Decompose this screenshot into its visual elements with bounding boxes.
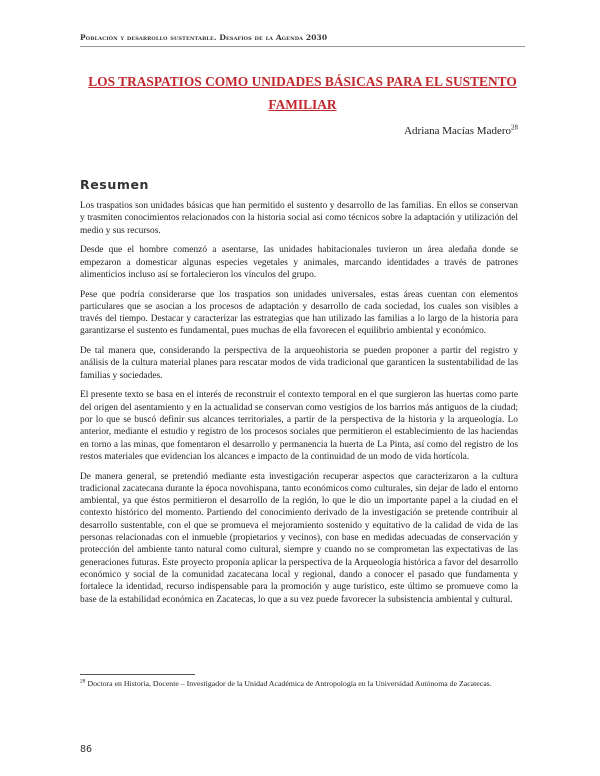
title-line-1: LOS TRASPATIOS COMO UNIDADES BÁSICAS PARA EL SUSTENTO — [88, 74, 517, 89]
article-title — [80, 70, 525, 116]
running-head: Población y desarrollo sustentable. Desafíos de la Agenda 2030 — [80, 33, 525, 47]
paragraph: De manera general, se pretendió mediante esta investigación recuperar aspectos que caracterizaron a la cultura tradicional zacatecana durante la época novohispana, tanto económicos como culturales, sin dejar de lado el entorno ambiental, ya que éstos permitieron el desarrollo de la región, lo que le dio un importante papel a la ciudad en el contexto histórico del momento. Partiendo del conocimiento derivado de la investigación se pretende contribuir al desarrollo sustentable, con el que se promueva el mejoramiento sostenido y equitativo de la calidad de vida de las personas relacionadas con el inmueble (propietarios y vecinos), con base en medidas adecuadas de conservación y protección del ambiente tanto natural como cultural, siempre y cuando no se comprometan las expectativas de las generaciones futuras. Este proyecto proponía aplicar la perspectiva de la Arqueología histórica a favor del desarrollo económico y social de la comunidad zacatecana local y regional, dando a conocer el pasado que fundamenta y fortalece la identidad, recurso indispensable para la promoción y auge turístico, este último se promueve como la base de la estabilidad económica en Zacatecas, lo que a su vez puede favorecer la subsistencia ambiental y cultural. — [80, 471, 518, 605]
footnote-text: Doctora en Historia, Docente – Investigador de la Unidad Académica de Antropología en la Universidad Autónoma de Zacatecas. — [87, 679, 492, 688]
author — [404, 125, 518, 137]
abstract-body — [80, 200, 518, 613]
title-line-2: FAMILIAR — [268, 97, 337, 112]
paragraph: Los traspatios son unidades básicas que han permitido el sustento y desarrollo de las familias. En ellos se conservan y trasmiten conocimientos relacionados con la historia social así como técnicos sobre la adaptación y utilización del medio y sus recursos. — [80, 201, 518, 236]
author-name: Adriana Macías Madero — [404, 125, 511, 137]
paragraph: El presente texto se basa en el interés de reconstruir el contexto temporal en el que surgieron las huertas como parte del origen del asentamiento y en la actualidad se conservan como vestigios de los barrios más antiguos de la ciudad; por lo que se buscó definir sus alcances territoriales, a partir de la perspectiva de la historia y la arqueología. Lo anterior, mediante el estudio y registro de los procesos sociales que permitieron el establecimiento de las haciendas en torno a las minas, que fomentaron el desarrollo y permanencia la huerta de La Pinta, así como del registro de los restos materiales que evidencian los alcances e impacto de la continuidad de un modo de vida hortícola. — [80, 390, 518, 462]
paragraph: Desde que el hombre comenzó a asentarse, las unidades habitacionales tuvieron un área aledaña donde se empezaron a domesticar algunas especies vegetales y animales, marcando identidades a través de patrones alimenticios incluso así se fortalecieron los vínculos del grupo. — [80, 245, 518, 280]
paragraph: De tal manera que, considerando la perspectiva de la arqueohistoria se pueden proponer a partir del registro y análisis de la cultura material planes para rescatar modos de vida tradicional que garanticen la sustentabilidad de las familias y sociedades. — [80, 346, 518, 381]
footnote-mark: 28 — [80, 678, 86, 685]
page-number: 86 — [80, 744, 93, 755]
footnote — [80, 679, 520, 690]
paragraph: Pese que podría considerarse que los traspatios son unidades universales, estas áreas cuentan con elementos particulares que se asocian a los procesos de adaptación y desarrollo de cada sociedad, los cuales son visibles a través del tiempo. Destacar y caracterizar las estrategias que han utilizado las familias a lo largo de la historia para garantizarse el sustento es fundamental, pues muchas de ella favorecen el equilibrio ambiental y económico. — [80, 289, 518, 337]
footnote-divider — [80, 674, 195, 675]
section-heading-resumen: Resumen — [80, 177, 150, 192]
author-footnote-mark: 28 — [511, 123, 518, 132]
